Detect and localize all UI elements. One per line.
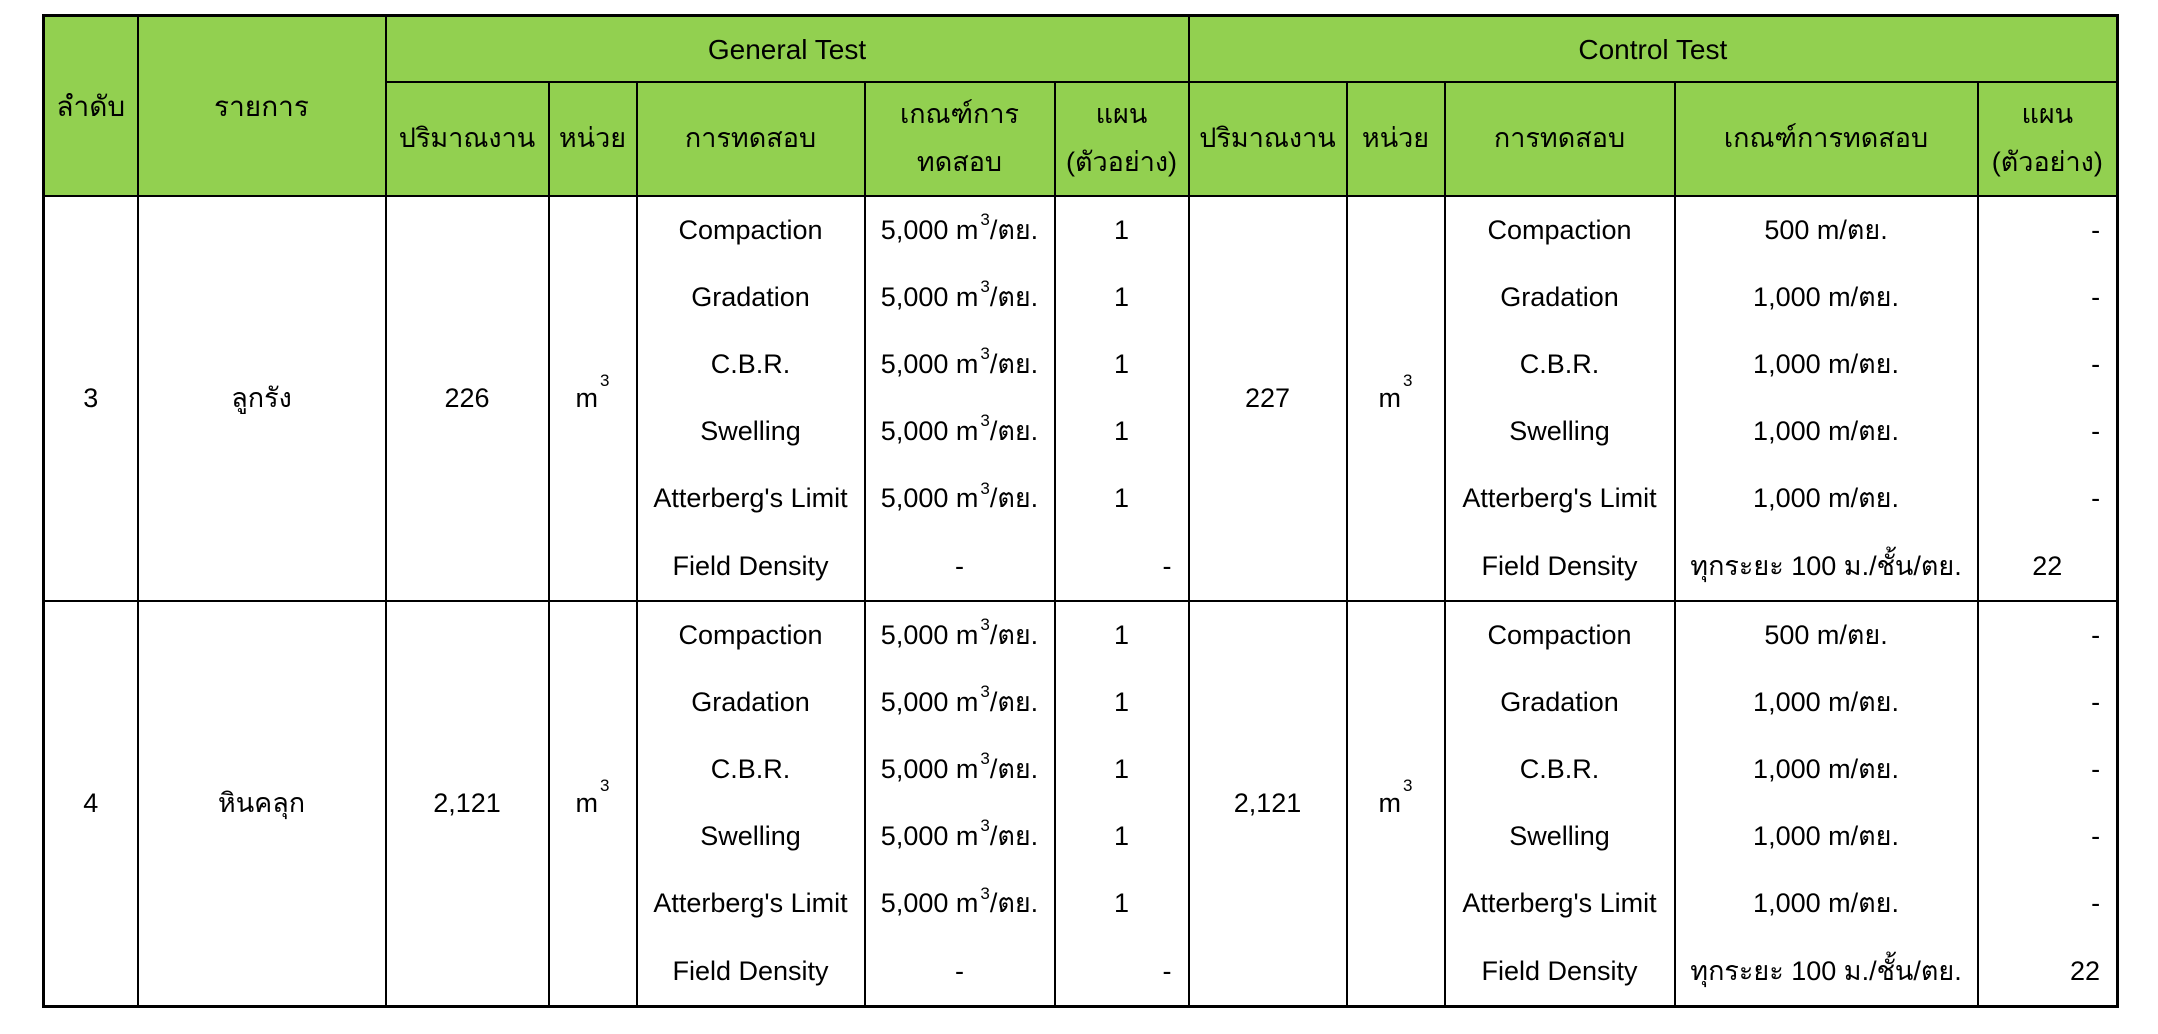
test-criteria-stack	[1676, 197, 1977, 600]
test-name-stack	[638, 602, 864, 1005]
test-name: Field Density	[1481, 550, 1638, 581]
material-row	[44, 196, 2118, 601]
test-criteria: 5,000 m $^3$ /ตย.	[880, 614, 1039, 650]
test-name: C.B.R.	[710, 349, 791, 380]
test-criteria: ทุกระยะ 100 ม./ชั้น/ตย.	[1690, 550, 1962, 581]
test-name-stack	[638, 197, 864, 600]
test-plan-stack	[1056, 197, 1188, 600]
cell-control-plan	[1978, 196, 2118, 601]
test-criteria: 1,000 m/ตย.	[1753, 281, 1899, 312]
test-criteria: 1,000 m/ตย.	[1753, 686, 1899, 717]
test-name-stack	[1446, 602, 1674, 1005]
test-criteria: 5,000 m $^3$ /ตย.	[880, 749, 1039, 785]
test-criteria: 500 m/ตย.	[1764, 214, 1888, 245]
cell-general-criteria	[865, 601, 1055, 1007]
superscript: 3	[980, 614, 990, 634]
cell-control-criteria	[1675, 196, 1978, 601]
cell-control-tests	[1445, 196, 1675, 601]
test-plan: 1	[1113, 821, 1130, 852]
header-control-plan-line1: แผน	[2021, 98, 2074, 129]
test-criteria: -	[955, 550, 964, 581]
cell-order: 4	[44, 601, 138, 1007]
superscript: 3	[980, 209, 990, 229]
cell-control-quantity: 2,121	[1189, 601, 1347, 1007]
test-name: Gradation	[1500, 281, 1619, 312]
superscript: 3	[1403, 371, 1413, 391]
test-criteria: 5,000 m $^3$ /ตย.	[880, 478, 1039, 514]
cell-control-criteria	[1675, 601, 1978, 1007]
test-plan: 1	[1113, 686, 1130, 717]
header-group-row	[44, 16, 2118, 83]
header-control-test-name: การทดสอบ	[1445, 82, 1675, 196]
test-plan: -	[1162, 955, 1172, 986]
header-control-unit: หน่วย	[1347, 82, 1445, 196]
header-control-criteria: เกณฑ์การทดสอบ	[1675, 82, 1978, 196]
header-order: ลำดับ	[44, 16, 138, 197]
test-name: Compaction	[1487, 619, 1632, 650]
header-general-unit: หน่วย	[549, 82, 637, 196]
test-criteria: 5,000 m $^3$ /ตย.	[880, 209, 1039, 245]
test-plan: 1	[1113, 888, 1130, 919]
test-plan-stack	[1056, 602, 1188, 1005]
test-plan: -	[1162, 550, 1172, 581]
test-criteria: 1,000 m/ตย.	[1753, 888, 1899, 919]
test-plan: 1	[1113, 349, 1130, 380]
test-name: Gradation	[1500, 686, 1619, 717]
test-plan: 1	[1113, 416, 1130, 447]
header-general-criteria	[865, 82, 1055, 196]
cell-control-unit: $m^3$	[1347, 196, 1445, 601]
header-control-test: Control Test	[1189, 16, 2118, 83]
test-plan: -	[2091, 754, 2101, 785]
test-name: Gradation	[691, 686, 810, 717]
header-control-plan-line2: (ตัวอย่าง)	[1991, 147, 2103, 178]
test-name: C.B.R.	[1519, 754, 1600, 785]
test-plan-stack	[1979, 602, 2117, 1005]
test-plan: -	[2091, 214, 2101, 245]
test-criteria: 5,000 m $^3$ /ตย.	[880, 277, 1039, 312]
cell-general-tests	[637, 196, 865, 601]
superscript: 3	[600, 371, 610, 391]
cell-order: 3	[44, 196, 138, 601]
test-name: Field Density	[672, 550, 829, 581]
test-name: Field Density	[1481, 955, 1638, 986]
test-plan: 22	[2032, 550, 2063, 581]
test-plan: -	[2091, 349, 2101, 380]
test-name: C.B.R.	[710, 754, 791, 785]
table-body	[44, 196, 2118, 1007]
material-row	[44, 601, 2118, 1007]
test-name: Compaction	[678, 214, 823, 245]
test-plan: 1	[1113, 619, 1130, 650]
cell-general-quantity: 226	[386, 196, 549, 601]
header-general-test-name: การทดสอบ	[637, 82, 865, 196]
test-name: Compaction	[1487, 214, 1632, 245]
test-name: Field Density	[672, 955, 829, 986]
cell-general-unit: $m^3$	[549, 196, 637, 601]
test-criteria: 5,000 m $^3$ /ตย.	[880, 883, 1039, 919]
test-name: Atterberg's Limit	[1462, 483, 1657, 514]
superscript: 3	[980, 749, 990, 769]
cell-control-quantity: 227	[1189, 196, 1347, 601]
header-general-criteria-line1: เกณฑ์การ	[899, 98, 1020, 129]
test-criteria: 5,000 m $^3$ /ตย.	[880, 411, 1039, 447]
cell-general-unit: $m^3$	[549, 601, 637, 1007]
test-name: Gradation	[691, 281, 810, 312]
test-criteria: 1,000 m/ตย.	[1753, 483, 1899, 514]
test-name: Atterberg's Limit	[653, 888, 848, 919]
test-plan-table	[42, 14, 2119, 1008]
test-plan: -	[2091, 483, 2101, 514]
header-general-test: General Test	[386, 16, 1189, 83]
test-plan: 1	[1113, 483, 1130, 514]
test-plan: -	[2091, 619, 2101, 650]
header-item: รายการ	[138, 16, 386, 197]
test-plan: -	[2091, 888, 2101, 919]
test-plan: 22	[2070, 955, 2101, 986]
test-criteria: 1,000 m/ตย.	[1753, 754, 1899, 785]
test-plan: 1	[1113, 214, 1130, 245]
superscript: 3	[980, 277, 990, 297]
superscript: 3	[980, 478, 990, 498]
test-name: Compaction	[678, 619, 823, 650]
test-criteria: 500 m/ตย.	[1764, 619, 1888, 650]
cell-general-plan	[1055, 601, 1189, 1007]
test-name: Swelling	[1509, 821, 1610, 852]
test-plan: -	[2091, 686, 2101, 717]
cell-general-criteria	[865, 196, 1055, 601]
test-plan-table-wrapper	[42, 14, 2119, 1008]
superscript: 3	[980, 682, 990, 702]
test-criteria: ทุกระยะ 100 ม./ชั้น/ตย.	[1690, 955, 1962, 986]
superscript: 3	[980, 344, 990, 364]
superscript: 3	[980, 883, 990, 903]
test-plan-stack	[1979, 197, 2117, 600]
test-criteria-stack	[1676, 602, 1977, 1005]
header-control-quantity: ปริมาณงาน	[1189, 82, 1347, 196]
test-name: Swelling	[1509, 416, 1610, 447]
header-general-quantity: ปริมาณงาน	[386, 82, 549, 196]
test-criteria: 5,000 m $^3$ /ตย.	[880, 344, 1039, 380]
test-plan: 1	[1113, 754, 1130, 785]
header-general-plan-line1: แผน	[1095, 98, 1148, 129]
cell-general-plan	[1055, 196, 1189, 601]
cell-control-tests	[1445, 601, 1675, 1007]
test-name: Atterberg's Limit	[1462, 888, 1657, 919]
test-criteria: 1,000 m/ตย.	[1753, 349, 1899, 380]
superscript: 3	[1403, 776, 1413, 796]
test-name: Swelling	[700, 821, 801, 852]
superscript: 3	[600, 776, 610, 796]
superscript: 3	[980, 411, 990, 431]
test-name-stack	[1446, 197, 1674, 600]
test-name: C.B.R.	[1519, 349, 1600, 380]
cell-control-unit: $m^3$	[1347, 601, 1445, 1007]
cell-control-plan	[1978, 601, 2118, 1007]
superscript: 3	[980, 816, 990, 836]
test-criteria: -	[955, 955, 964, 986]
cell-item: หินคลุก	[138, 601, 386, 1007]
header-general-plan-line2: (ตัวอย่าง)	[1065, 147, 1178, 178]
test-criteria-stack	[866, 197, 1054, 600]
cell-general-quantity: 2,121	[386, 601, 549, 1007]
test-criteria-stack	[866, 602, 1054, 1005]
test-name: Atterberg's Limit	[653, 483, 848, 514]
header-general-criteria-line2: ทดสอบ	[916, 147, 1003, 178]
test-plan: 1	[1113, 281, 1130, 312]
test-plan: -	[2091, 281, 2101, 312]
cell-general-tests	[637, 601, 865, 1007]
test-criteria: 1,000 m/ตย.	[1753, 821, 1899, 852]
test-plan: -	[2091, 416, 2101, 447]
cell-item: ลูกรัง	[138, 196, 386, 601]
header-general-plan	[1055, 82, 1189, 196]
test-plan: -	[2091, 821, 2101, 852]
header-control-plan	[1978, 82, 2118, 196]
test-criteria: 1,000 m/ตย.	[1753, 416, 1899, 447]
test-name: Swelling	[700, 416, 801, 447]
test-criteria: 5,000 m $^3$ /ตย.	[880, 816, 1039, 852]
test-criteria: 5,000 m $^3$ /ตย.	[880, 682, 1039, 717]
